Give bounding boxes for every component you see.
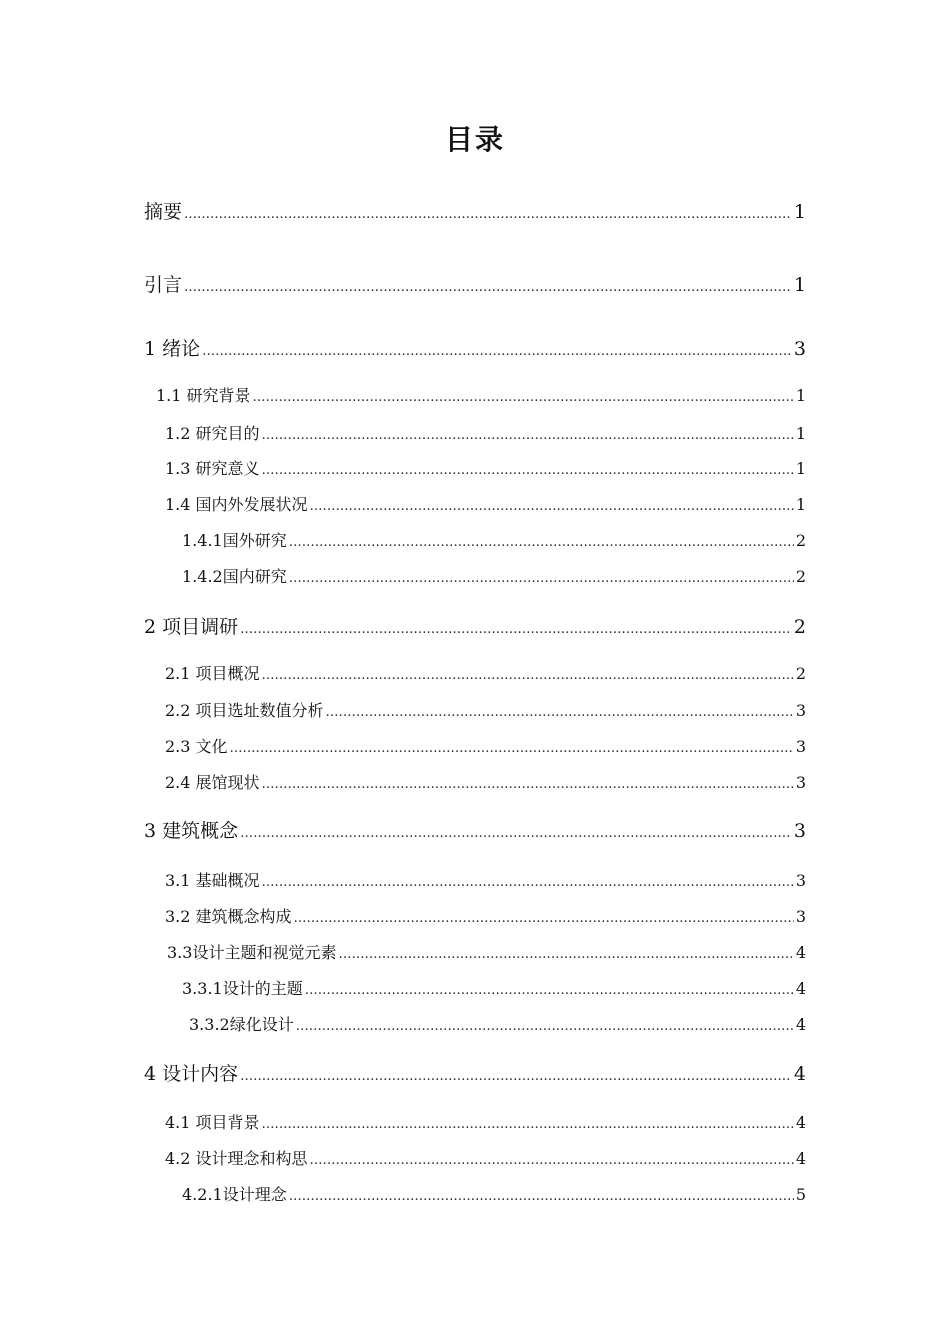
- toc-leader-dots: [230, 741, 794, 756]
- toc-entry-page: 1: [793, 274, 806, 296]
- toc-leader-dots: [310, 499, 794, 514]
- toc-entry-chapter-3[interactable]: [144, 816, 806, 843]
- toc-entry-label: 摘要: [144, 201, 183, 223]
- toc-leader-dots: [305, 983, 794, 998]
- toc-entry-4-2-1[interactable]: [182, 1182, 806, 1205]
- toc-leader-dots: [240, 826, 792, 841]
- toc-entry-page: 3: [793, 820, 806, 842]
- toc-entry-3-1[interactable]: [165, 868, 806, 891]
- toc-entry-1-3[interactable]: [165, 456, 806, 479]
- toc-entry-page: 1: [795, 459, 806, 478]
- toc-title: 目录: [444, 123, 505, 156]
- toc-entry-2-2[interactable]: [165, 698, 806, 721]
- toc-entry-page: 2: [795, 664, 806, 683]
- toc-entry-label: 3.1 基础概况: [165, 871, 260, 890]
- toc-entry-page: 2: [793, 616, 806, 638]
- toc-entry-page: 4: [795, 943, 806, 962]
- toc-entry-label: 引言: [144, 274, 183, 296]
- toc-leader-dots: [184, 280, 792, 295]
- toc-entry-label: 1.4.1国外研究: [182, 531, 287, 550]
- toc-leader-dots: [289, 1189, 794, 1204]
- toc-entry-label: 4.2.1设计理念: [182, 1185, 287, 1204]
- toc-entry-2-3[interactable]: [165, 734, 806, 757]
- toc-entry-chapter-1[interactable]: [144, 334, 806, 361]
- toc-entry-page: 1: [793, 201, 806, 223]
- toc-entry-4-1[interactable]: [165, 1110, 806, 1133]
- toc-leader-dots: [326, 705, 794, 720]
- toc-entry-page: 3: [795, 737, 806, 756]
- toc-entry-label: 2.3 文化: [165, 737, 228, 756]
- toc-entry-page: 3: [795, 871, 806, 890]
- toc-entry-4-2[interactable]: [165, 1146, 806, 1169]
- toc-entry-label: 1.1 研究背景: [156, 386, 251, 405]
- toc-entry-label: 2.2 项目选址数值分析: [165, 701, 324, 720]
- toc-entry-page: 3: [795, 907, 806, 926]
- toc-leader-dots: [253, 390, 794, 405]
- toc-leader-dots: [240, 1069, 792, 1084]
- toc-entry-3-3-2[interactable]: [189, 1012, 806, 1035]
- toc-leader-dots: [262, 1117, 794, 1132]
- toc-entry-chapter-2[interactable]: [144, 612, 806, 639]
- toc-leader-dots: [289, 571, 794, 586]
- toc-entry-introduction[interactable]: [144, 270, 806, 297]
- toc-entry-page: 1: [795, 386, 806, 405]
- toc-leader-dots: [262, 463, 794, 478]
- toc-entry-page: 4: [795, 1113, 806, 1132]
- toc-entry-page: 4: [795, 979, 806, 998]
- toc-leader-dots: [262, 777, 794, 792]
- toc-entry-page: 3: [795, 773, 806, 792]
- toc-leader-dots: [240, 622, 792, 637]
- toc-entry-page: 1: [795, 495, 806, 514]
- toc-leader-dots: [262, 428, 794, 443]
- toc-entry-page: 4: [795, 1149, 806, 1168]
- toc-entry-label: 3 建筑概念: [144, 820, 239, 842]
- toc-entry-label: 4.2 设计理念和构思: [165, 1149, 308, 1168]
- toc-leader-dots: [310, 1153, 794, 1168]
- toc-entry-label: 4.1 项目背景: [165, 1113, 260, 1132]
- toc-entry-label: 3.2 建筑概念构成: [165, 907, 292, 926]
- toc-leader-dots: [338, 947, 793, 962]
- toc-entry-1-4[interactable]: [165, 492, 806, 515]
- toc-leader-dots: [289, 535, 794, 550]
- toc-leader-dots: [262, 668, 794, 683]
- toc-entry-label: 2.4 展馆现状: [165, 773, 260, 792]
- toc-leader-dots: [294, 911, 794, 926]
- toc-entry-3-3[interactable]: [167, 940, 806, 963]
- toc-entry-abstract[interactable]: [144, 197, 806, 224]
- toc-entry-label: 3.3.1设计的主题: [182, 979, 303, 998]
- toc-entry-1-4-2[interactable]: [182, 564, 806, 587]
- toc-entry-2-4[interactable]: [165, 770, 806, 793]
- toc-leader-dots: [262, 875, 794, 890]
- toc-leader-dots: [296, 1019, 794, 1034]
- toc-entry-label: 3.3.2绿化设计: [189, 1015, 294, 1034]
- toc-leader-dots: [184, 207, 792, 222]
- toc-entry-page: 2: [795, 567, 806, 586]
- toc-leader-dots: [202, 344, 792, 359]
- toc-entry-1-2[interactable]: [165, 421, 806, 444]
- toc-entry-label: 3.3设计主题和视觉元素: [167, 943, 337, 962]
- toc-entry-label: 2.1 项目概况: [165, 664, 260, 683]
- toc-entry-chapter-4[interactable]: [144, 1059, 806, 1086]
- toc-entry-2-1[interactable]: [165, 661, 806, 684]
- toc-entry-page: 4: [793, 1063, 806, 1085]
- toc-entry-1-4-1[interactable]: [182, 528, 806, 551]
- toc-entry-3-3-1[interactable]: [182, 976, 806, 999]
- toc-entry-label: 1.2 研究目的: [165, 424, 260, 443]
- toc-entry-3-2[interactable]: [165, 904, 806, 927]
- toc-entry-label: 4 设计内容: [144, 1063, 239, 1085]
- toc-entry-page: 2: [795, 531, 806, 550]
- toc-entry-page: 1: [795, 424, 806, 443]
- toc-entry-1-1[interactable]: [156, 383, 806, 406]
- toc-entry-page: 3: [793, 338, 806, 360]
- toc-entry-page: 4: [795, 1015, 806, 1034]
- toc-entry-page: 5: [795, 1185, 806, 1204]
- toc-entry-label: 2 项目调研: [144, 616, 239, 638]
- toc-entry-label: 1.4.2国内研究: [182, 567, 287, 586]
- toc-entry-page: 3: [795, 701, 806, 720]
- toc-entry-label: 1.3 研究意义: [165, 459, 260, 478]
- toc-entry-label: 1.4 国内外发展状况: [165, 495, 308, 514]
- toc-entry-label: 1 绪论: [144, 338, 201, 360]
